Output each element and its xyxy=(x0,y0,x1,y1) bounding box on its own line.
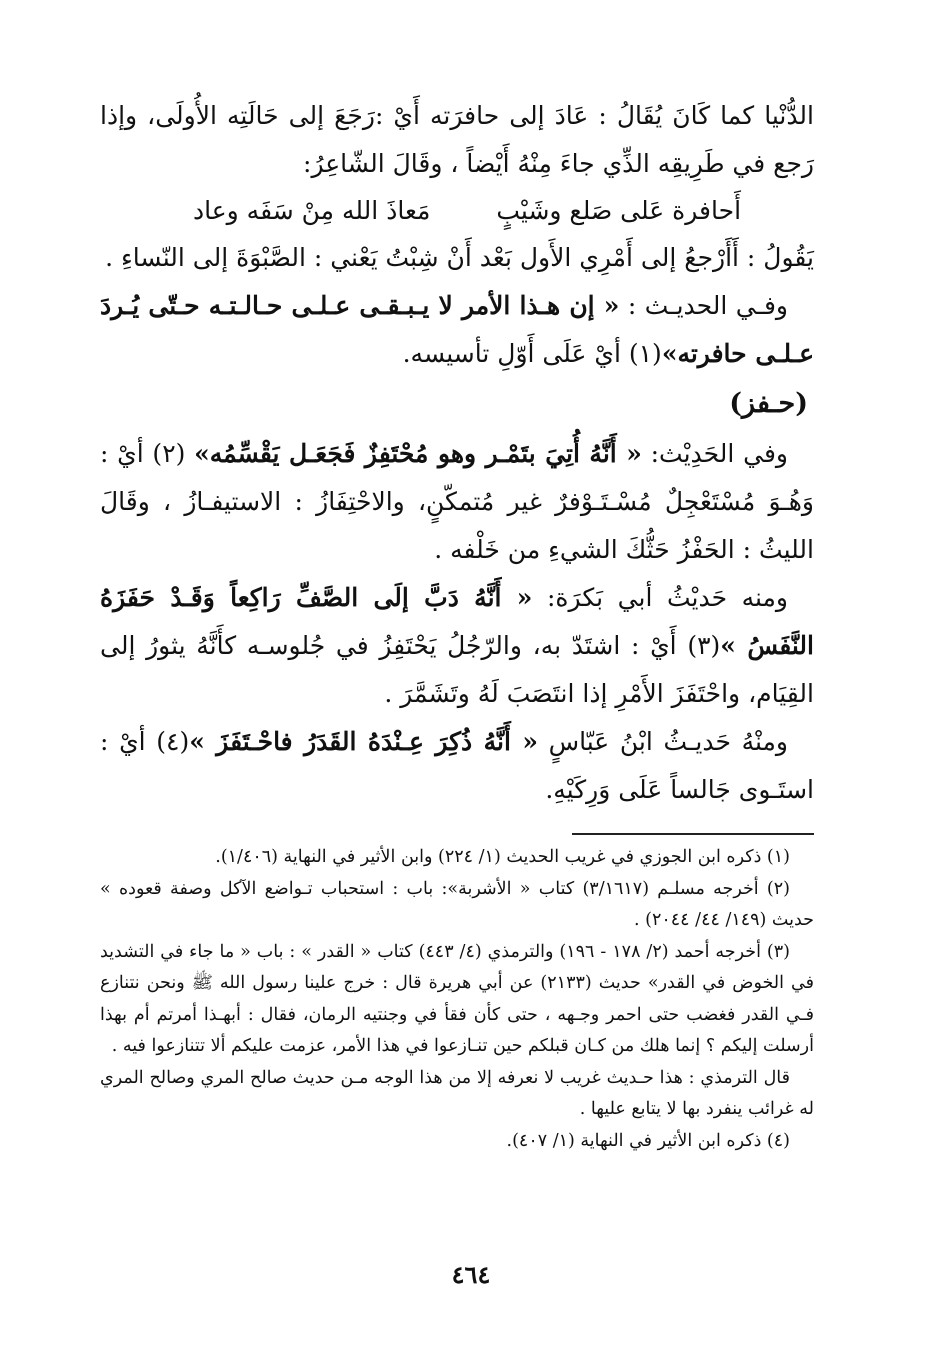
entry-heading: (حـفز) xyxy=(729,388,808,419)
poem-hemistich-right: أَحافرة عَلى صَلع وشَيْبٍ xyxy=(496,196,742,225)
poem-verse xyxy=(100,188,814,234)
hadith-quote-2: « أَنَّهُ أُتِيَ بتَمْـر وهو مُحْتَفِزٌ فَجَعَـل يَقْسِّمُه» xyxy=(194,439,642,468)
paragraph-6-tail: (٤) أيْ : استَـوى جَالساً عَلَى وَرِكَيْهِ. xyxy=(100,727,814,804)
paragraph-2: يَقُولُ : أَأَرْجعُ إلى أَمْرِي الأَول بَعْد أَنْ شِبْتُ يَعْني : الصَّبْوَةَ إلى النّساءِ . xyxy=(105,243,814,272)
main-text xyxy=(100,92,814,814)
paragraph-6-lead: ومنْهُ حَديـثُ ابْنُ عَبّاسٍ xyxy=(537,727,788,756)
footnote-4: (٤) ذكره ابن الأثير في النهاية (١/ ٤٠٧). xyxy=(506,1130,790,1151)
hadith-quote-1: « إن هـذا الأمر لا يـبـقـى عـلـى حـالـتـه حـتّى يُـردَ عـلـى حافرته» xyxy=(100,291,814,368)
footnote-3: (٣) أخرجه أحمد (٢/ ١٧٨ - ١٩٦) والترمذي (٤/ ٤٤٣) كتاب « القدر » : باب « ما جاء في التشديد في الخوض في القدر» حديث (٢١٣٣) عن أبي هريرة قال : خرج علينا رسول الله ﷺ ونحن نتنازع فـي القدر فغضب حتى احمر وجـهه ، حتى كأن فقأ في وجنتيه الرمان، فقال : أبهـذا أمرتم أم بهذا أرسلت إليكم ؟ إنما هلك من كـان قبلكم حين تنـازعوا في هذا الأمر، عزمت عليكم ألا تتنازعوا فيه . xyxy=(100,941,814,1056)
paragraph-6 xyxy=(100,718,814,814)
paragraph-1: الدُّنْيا كما كَانَ يُقَالُ : عَادَ إلى حافرَته أَيْ :رَجَعَ إلى حَالَتِه الأُولَى، وإذا رَجع في طَرِيقِه الذِّي جاءَ مِنْهُ أَيْضاً ، وقَالَ الشّاعِرُ: xyxy=(100,101,815,178)
footnote-3-continued: قال الترمذي : هذا حـديث غريب لا نعرفه إلا من هذا الوجه مـن حديث صالح المري وصالح المري له غرائب ينفرد بها لا يتابع عليها . xyxy=(100,1067,814,1119)
paragraph-4-lead: وفي الحَدِيْث: xyxy=(641,439,788,468)
paragraph-5-tail: (٣) أَيْ : اشتَدّ به، والرّجُلُ يَحْتَفِزُ في جُلوسـه كأَنَّهُ يثورُ إلى القِيَام، واحْتَفَزَ الأَمْرِ إذا انتَصَبَ لَهُ وتَشَمَّرَ . xyxy=(100,631,814,708)
hadith-quote-3: « أَنَّهُ دَبَّ إلَى الصَّفِّ رَاكِعاً وَقَـدْ حَفَزَهُ النَّفَسُ » xyxy=(100,583,814,660)
paragraph-5-lead: ومنه حَديْثُ أبي بَكرَة: xyxy=(532,583,789,612)
paragraph-4 xyxy=(100,430,814,574)
paragraph-5 xyxy=(100,574,814,718)
footnote-2: (٢) أخرجه مسلـم (٣/١٦١٧) كتاب « الأشربة»: باب : استحباب تـواضع الآكل وصفة قعوده » حديث (١٤٩/ ٤٤/ ٢٠٤٤) . xyxy=(100,878,814,930)
paragraph-3-tail: (١) أيْ عَلَى أَوّلِ تأسيسه. xyxy=(402,339,662,368)
poem-hemistich-left: مَعاذَ الله مِنْ سَفَه وعاد xyxy=(193,196,431,225)
page-number: ٤٦٤ xyxy=(451,1260,491,1289)
footnote-separator xyxy=(572,833,814,835)
paragraph-3 xyxy=(100,282,814,378)
hadith-quote-4: « أَنَّهُ ذُكِرَ عِـنْدَهُ القَدَرُ فاحْـتَفَزَ » xyxy=(189,727,538,756)
footnotes xyxy=(100,842,814,1157)
footnote-1: (١) ذكره ابن الجوزي في غريب الحديث (١/ ٢٢٤) وابن الأثير في النهاية (١/٤٠٦). xyxy=(215,847,790,867)
paragraph-4-tail: (٢) أيْ : وَهُـوَ مُسْتَعْجِلٌ مُسْـتَـوْفرٌ غير مُتمكّنٍ، والاحْتِفَازُ : الاستيفـازُ ، وقَالَ الليثُ : الحَفْزُ حَثُّكَ الشيءِ من خَلْفه . xyxy=(100,439,814,564)
paragraph-3-lead: وفـي الحديـث : xyxy=(619,291,788,320)
